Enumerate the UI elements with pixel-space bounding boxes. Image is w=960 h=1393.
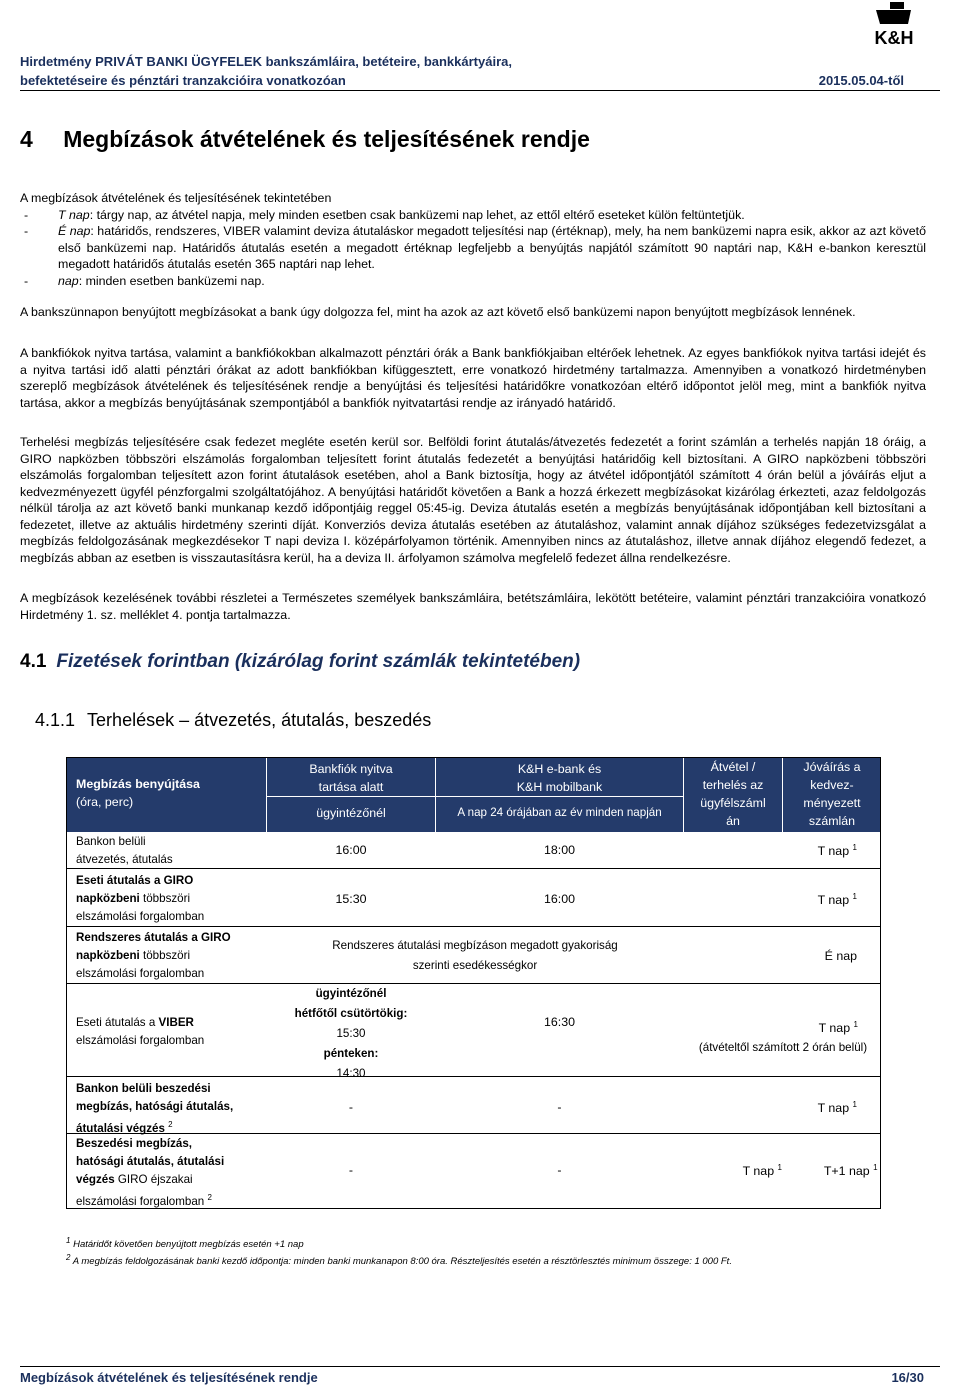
row6-credit-text: T+1 nap — [823, 1164, 870, 1179]
header-col2-sub: ügyintézőnél — [316, 806, 386, 820]
footer-title: Megbízások átvételének és teljesítésének rendje — [20, 1370, 318, 1385]
header-col3-sub: A nap 24 órájában az év minden napján — [457, 806, 662, 819]
table-header — [67, 758, 880, 832]
row6-credit-sup: 1 — [873, 1163, 878, 1172]
row-label-normal: többszöri — [139, 892, 191, 905]
chapter-number: 4 — [20, 126, 33, 152]
row4-branch-line: 14:30 — [336, 1067, 366, 1080]
header-col5-line: ményezett — [803, 796, 861, 810]
row1-debit-sup: 1 — [852, 843, 857, 852]
header-col2-line1: Bankfiók nyitva — [309, 762, 393, 776]
header-title-line1: Hirdetmény PRIVÁT BANKI ÜGYFELEK bankszámláira, betéteire, bankkártyáira, — [20, 54, 512, 69]
table-row-label — [76, 872, 246, 926]
table-row-label — [76, 833, 246, 869]
header-col3-line1: K&H e-bank és — [517, 762, 602, 776]
header-col5-line: kedvez- — [810, 778, 854, 792]
row6-debit — [684, 1163, 782, 1178]
row-label-line: elszámolási forgalomban — [76, 967, 205, 980]
chapter-title — [20, 126, 590, 153]
row6-credit — [783, 1163, 881, 1178]
row-label-bold: napközbeni — [76, 892, 140, 905]
table-row-label — [76, 929, 246, 983]
header-title-line2: befektetéseire és pénztári tranzakcióira vonatkozóan — [20, 73, 346, 88]
header-col4-line: ügyfélszáml — [700, 796, 766, 810]
definition-text: : tárgy nap, az átvétel napja, mely minden esetben csak banküzemi nap lehet, az ettől eltérő eseteket külön feltüntetjük. — [89, 207, 745, 222]
row3-debit: É nap — [824, 949, 857, 963]
table-row-label — [76, 1135, 246, 1211]
row2-ebank: 16:00 — [543, 892, 575, 906]
kh-logo-icon — [866, 2, 922, 46]
row6-branch: - — [348, 1163, 354, 1177]
row-label-normal: Eseti átutalás a — [76, 1016, 159, 1029]
footer-divider — [20, 1366, 940, 1367]
header-col4-line: án — [726, 814, 740, 828]
logo-text: K&H — [874, 28, 914, 46]
row-label-line: Bankon belüli — [76, 835, 146, 848]
row1-debit — [707, 843, 857, 858]
header-date: 2015.05.04-től — [818, 73, 904, 88]
table-row-label — [76, 1014, 246, 1050]
row4-branch — [267, 984, 435, 1084]
row-label-line: Bankon belüli beszedési — [76, 1082, 211, 1095]
row4-debit-note: (átvételtől számított 2 órán belül) — [698, 1041, 868, 1055]
row-label-normal: GIRO éjszakai — [114, 1173, 193, 1186]
section-title: Fizetések forintban (kizárólag forint számlák tekintetében) — [56, 651, 581, 672]
footnotes — [66, 1234, 926, 1268]
row4-debit-text: T nap — [818, 1021, 851, 1036]
header-title — [20, 52, 512, 90]
deadlines-table — [66, 757, 881, 1209]
header-col5-line: Jóváírás a — [803, 760, 861, 774]
row-label-normal: többszöri — [139, 949, 191, 962]
row2-debit-text: T nap — [817, 893, 850, 908]
header-col4-line: Átvétel / — [710, 760, 756, 774]
row4-ebank: 16:30 — [543, 1015, 575, 1029]
row-label-bold: napközbeni — [76, 949, 140, 962]
page-number: 16/30 — [891, 1370, 924, 1385]
section-number: 4.1 — [20, 651, 47, 672]
row3-merged-line: Rendszeres átutalási megbízáson megadott gyakoriság — [332, 939, 618, 952]
row-label-line: elszámolási forgalomban — [76, 1034, 205, 1047]
row5-debit-sup: 1 — [852, 1100, 857, 1109]
footnote-2 — [66, 1251, 926, 1268]
intro-lead: A megbízások átvételének és teljesítésének tekintetében — [20, 191, 332, 205]
definition-t-nap: - T nap: tárgy nap, az átvétel napja, mely minden esetben csak banküzemi nap lehet, az ettől eltérő eseteket külön feltüntetjük. — [24, 207, 745, 222]
footnote-1 — [66, 1234, 926, 1251]
row-label-sup: 2 — [168, 1120, 173, 1129]
row4-branch-line: pénteken: — [323, 1047, 379, 1060]
row1-debit-text: T nap — [817, 844, 850, 859]
row1-branch: 16:00 — [335, 843, 367, 857]
header-col3-line2: K&H mobilbank — [516, 780, 603, 794]
row1-ebank: 18:00 — [543, 843, 575, 857]
row2-branch: 15:30 — [335, 892, 367, 906]
definition-term: T nap — [58, 207, 90, 222]
definitions-list — [20, 207, 926, 290]
header-col-ebank — [436, 760, 683, 796]
row-label-bold: átutalási végzés — [76, 1121, 165, 1135]
subsection-title: Terhelések – átvezetés, átutalás, beszedés — [87, 710, 432, 730]
header-col-branch — [267, 760, 435, 796]
header-col-credit — [783, 758, 881, 830]
row-label-line: Rendszeres átutalás a GIRO — [76, 931, 231, 944]
subsection-number: 4.1.1 — [35, 710, 76, 730]
chapter-title-text: Megbízások átvételének és teljesítésének rendje — [63, 126, 590, 152]
row-label-line: Beszedési megbízás, — [76, 1137, 192, 1150]
row4-debit-sup: 1 — [853, 1020, 858, 1029]
row5-debit-text: T nap — [817, 1101, 850, 1116]
row4-branch-line: 15:30 — [336, 1027, 366, 1040]
definition-e-nap: - É nap: határidős, rendszeres, VIBER valamint deviza átutaláskor megadott teljesítési nap (értéknap), mely, ha nem banküzemi napra esik, akkor az azt követő első banküzemi nap. Határidős átutalás esetén a megadott értéknap legfeljebb a benyújtás napjától számított 90 naptári nap, K&H e-bankon keresztül megadott határidős átutalás esetén 365 naptári nap lehet. — [24, 224, 926, 271]
header-col2-line2: tartása alatt — [318, 780, 384, 794]
paragraph-1: A bankszünnapon benyújtott megbízásokat a bank úgy dolgozza fel, mint ha azok az azt követő első banküzemi napon benyújtott megbízások lennének. — [20, 305, 856, 319]
header-divider — [20, 90, 940, 91]
header-col1-bold: Megbízás benyújtása — [76, 777, 200, 791]
row-label-line: Eseti átutalás a GIRO — [76, 874, 194, 887]
row2-debit — [707, 892, 857, 907]
header-col-debit — [684, 758, 782, 830]
row4-branch-line: ügyintézőnél — [315, 987, 387, 1000]
subsection-heading — [35, 710, 431, 731]
header-col5-line: számlán — [808, 814, 856, 828]
paragraph-3: Terhelési megbízás teljesítésére csak fedezet megléte esetén kerül sor. Belföldi forint átutalás/átvezetés fedezetét a forint számlán a terhelés napján 18 óráig, a GIRO napközben többszöri elszámolás forgalomban teljesített forint átutalás fedezetét a benyújtási határidőig kell biztosítani. A GIRO napközbeni többszöri elszámolás forgalomban teljesített azon forint átutalások esetében, ahol a Bank biztosítja, hogy az átvétel időpontjától számított 4 órán belül a jóváírás eljut a kedvezményezett ügyfél pénzforgalmi szolgáltatójához. A benyújtási határidőt követően a Bank a hozzá érkezett megbízásokat kizárólag érkezteti, azaz feldolgozás nélkül tárolja az azt követő banki munkanap kezdő időpontjáig reggel 05:45-ig. Deviza átutalás esetén a megbízás benyújtásának időpontjában kell biztosítani a fedezetet, illetve az aktuális hirdetmény szerinti díját. Konverziós deviza átutalás esetében az átutaláshoz, valamint annak díjához szükséges fedezetvizsgálat a megbízás feldolgozásának megkezdésekor T napi deviza I. középárfolyamon történik. Amennyiben nincs az átutaláshoz, illetve annak díjához elegendő fedezet, a megbízás abban az esetben is visszautasításra kerül, ha a deviza II. árfolyamon számolva megfelelő fedezet állna rendelkezésre. — [20, 435, 926, 565]
row3-merged — [267, 936, 683, 976]
definition-text: : határidős, rendszeres, VIBER valamint deviza átutaláskor megadott teljesítési nap (értéknap), mely, ha nem banküzemi napra esik, akkor az azt követő első banküzemi nap. Határidős átutalás esetén a megadott értéknap legfeljebb a benyújtás napjától számított 90 naptári nap, K&H e-bankon keresztül megadott határidős átutalás esetén 365 naptári nap lehet. — [58, 224, 926, 271]
row6-debit-sup: 1 — [777, 1163, 782, 1172]
table-row-label — [76, 1080, 246, 1138]
header-col1-normal: (óra, perc) — [76, 795, 134, 809]
row-label-bold: végzés — [76, 1173, 115, 1186]
row6-ebank: - — [557, 1163, 562, 1177]
row-label-line: elszámolási forgalomban — [76, 910, 205, 923]
footnote-text: A megbízás feldolgozásának banki kezdő időpontja: minden banki munkanapon 8:00 óra. Részteljesítés esetén a résztörlesztés minimum összege: 1 000 Ft. — [72, 1256, 732, 1268]
row4-branch-line: hétfőtől csütörtökig: — [294, 1007, 408, 1020]
paragraph-2: A bankfiókok nyitva tartása, valamint a bankfiókokban alkalmazott pénztári órák a Bank bankfiókjaiban eltérőek lehetnek. Az egyes bankfiókok nyitva tartási idejét és a nyitva tartási idő alatti pénztári órákat az adott bankfiókban kifüggesztett, erre vonatkozó hirdetmény tartalmazza. Amennyiben a vonatkozó hirdetményben szereplő megbízások átvételének és teljesítésének rendje a benyújtási és teljesítési határidőkre vonatkozóan eltérő időpontot jelöl meg, mint a bankfiók nyitva tartása, akkor a megbízás benyújtásának szempontjából a bankfiók nyitvatartási rendje az irányadó határidő. — [20, 346, 926, 410]
row-label-bold: VIBER — [158, 1016, 194, 1029]
section-heading — [20, 651, 580, 673]
definition-term: nap — [58, 273, 79, 288]
intro-block — [20, 190, 926, 289]
footnote-num: 2 — [66, 1253, 71, 1263]
row6-debit-text: T nap — [742, 1164, 775, 1179]
row4-debit — [684, 1015, 882, 1058]
row-label-line: átvezetés, átutalás — [76, 853, 173, 866]
footnote-num: 1 — [66, 1236, 71, 1245]
row-label-line: hatósági átutalás, átutalási — [76, 1155, 225, 1168]
row2-debit-sup: 1 — [852, 892, 857, 901]
row5-branch: - — [348, 1100, 354, 1114]
row5-ebank: - — [557, 1100, 562, 1114]
row5-debit — [707, 1100, 857, 1115]
definition-text: : minden esetben banküzemi nap. — [78, 273, 265, 288]
header-col4-line: terhelés az — [702, 778, 764, 792]
row-label-sup: 2 — [207, 1193, 212, 1202]
definition-nap: - nap: minden esetben banküzemi nap. — [24, 273, 265, 288]
row-label-normal: elszámolási forgalomban — [76, 1194, 205, 1208]
header-col-submission — [76, 775, 200, 811]
definition-term: É nap — [58, 224, 91, 238]
row-label-line: megbízás, hatósági átutalás, — [76, 1100, 234, 1113]
row3-merged-line: szerinti esedékességkor — [412, 959, 538, 972]
footnote-text: Határidőt követően benyújtott megbízás esetén +1 nap — [73, 1239, 304, 1251]
paragraph-4: A megbízások kezelésének további részletei a Természetes személyek bankszámláira, betétszámláira, lekötött betéteire, valamint pénztári tranzakcióira vonatkozó Hirdetmény 1. sz. melléklet 4. pontja tartalmazza. — [20, 591, 926, 622]
